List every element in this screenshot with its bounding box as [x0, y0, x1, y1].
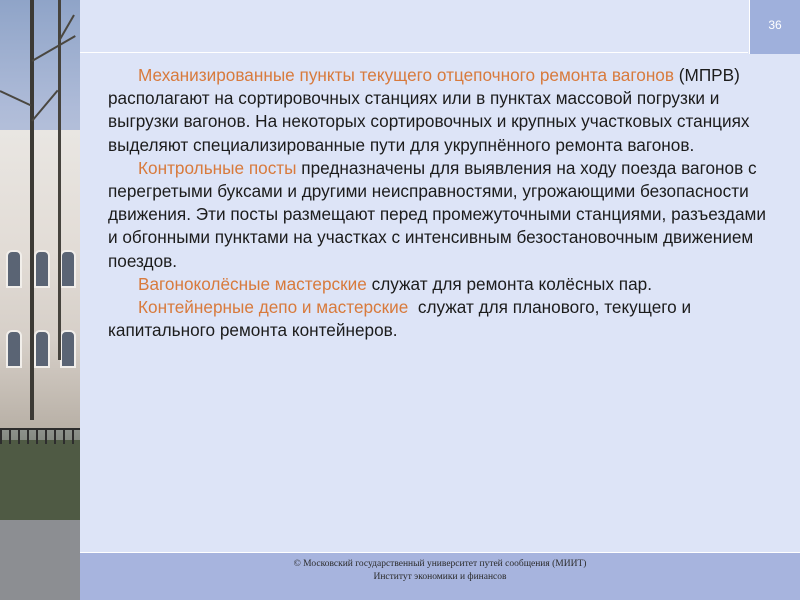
tree-branch — [32, 35, 76, 62]
paragraph-control-posts — [108, 157, 768, 273]
window-shape — [60, 250, 76, 288]
paragraph-mprv — [108, 64, 768, 157]
lawn — [0, 440, 80, 520]
window-shape — [60, 330, 76, 368]
page-number: 36 — [768, 18, 782, 32]
tree-branch — [31, 90, 58, 122]
tree-trunk — [58, 0, 61, 360]
footer-divider — [80, 552, 800, 553]
paragraph-text: служат для планового, текущего и капитального ремонта контейнеров. — [108, 297, 696, 341]
copyright-line: © Московский государственный университет путей сообщения (МИИТ) — [293, 559, 587, 569]
paragraph-text: (МПРВ) располагают на сортировочных станциях или в пунктах массовой погрузки и выгрузки вагонов. На некоторых сортировочных и крупных участковых станциях выделяют специализированные пути для укрупнённого ремонта вагонов. — [108, 65, 750, 155]
term-highlight: Вагоноколёсные мастерские — [138, 273, 367, 294]
side-photo — [0, 0, 80, 600]
tree-trunk — [30, 0, 34, 420]
tree-branch — [0, 90, 31, 106]
term-highlight: Контейнерные депо и мастерские — [138, 297, 409, 318]
slide-body — [108, 64, 768, 342]
fence — [0, 428, 80, 444]
window-shape — [34, 250, 50, 288]
slide-footer — [80, 558, 800, 584]
page-number-badge — [749, 0, 800, 54]
window-shape — [6, 330, 22, 368]
paragraph-text: служат для ремонта колёсных пар. — [366, 273, 652, 294]
paragraph-wheel-shops — [108, 273, 768, 296]
window-shape — [6, 250, 22, 288]
paragraph-text: предназначены для выявления на ходу поезда вагонов с перегретыми буксами и другими неисправностями, угрожающими безопасности движения. Эти посты размещают перед промежуточными станциями, разъездами и обгонными пунктами на участках с интенсивным безостановочным движением поездов. — [108, 157, 766, 271]
term-highlight: Контрольные посты — [138, 157, 297, 178]
term-highlight: Механизированные пункты текущего отцепочного ремонта вагонов — [138, 65, 674, 85]
window-shape — [34, 330, 50, 368]
sidewalk — [0, 520, 80, 600]
header-divider — [80, 52, 748, 53]
paragraph-container-depots — [108, 296, 768, 342]
institute-line: Институт экономики и финансов — [373, 572, 507, 582]
